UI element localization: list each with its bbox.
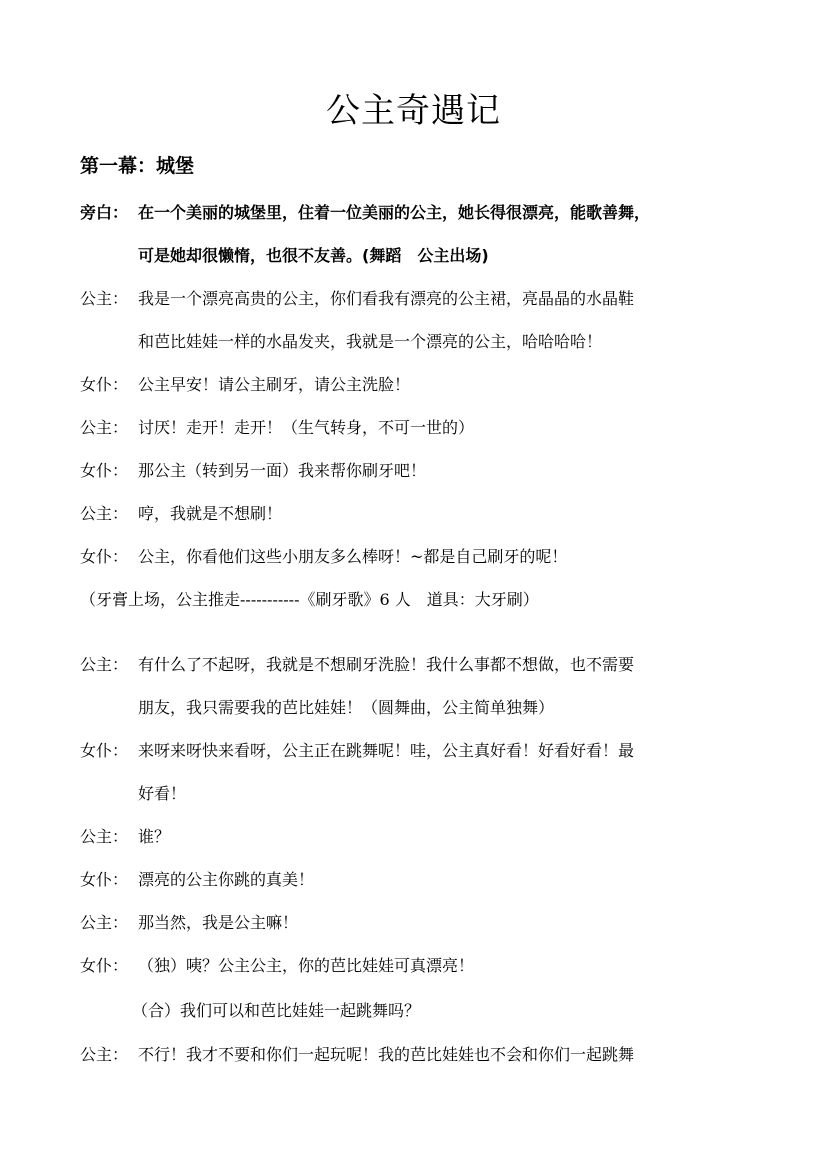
dialogue-line — [80, 448, 752, 491]
dialogue-text: 我是一个漂亮高贵的公主，你们看我有漂亮的公主裙，亮晶晶的水晶鞋 — [138, 289, 635, 308]
dialogue-text: 漂亮的公主你跳的真美！ — [138, 870, 315, 889]
speaker-label: 女仆： — [80, 870, 129, 889]
dialogue-line-continued — [80, 319, 752, 362]
dialogue-line — [80, 1032, 752, 1075]
speaker-label: 公主： — [80, 913, 129, 932]
dialogue-line — [80, 814, 752, 857]
dialogue-line — [80, 362, 752, 405]
dialogue-text: 不行！我才不要和你们一起玩呢！我的芭比娃娃也不会和你们一起跳舞 — [138, 1045, 635, 1064]
speaker-label: 公主： — [80, 827, 129, 846]
speaker-label: 公主： — [80, 1045, 129, 1064]
speaker-label: 女仆： — [80, 461, 129, 480]
speaker-label: 女仆： — [80, 956, 129, 975]
speaker-label: 女仆： — [80, 741, 129, 760]
dialogue-line — [80, 728, 752, 771]
narration-speaker: 旁白： — [80, 203, 129, 222]
scene-heading: 第一幕：城堡 — [80, 155, 195, 177]
dialogue-text: 和芭比娃娃一样的水晶发夹，我就是一个漂亮的公主，哈哈哈哈！ — [138, 332, 603, 351]
dialogue-text: 那公主（转到另一面）我来帮你刷牙吧！ — [138, 461, 427, 480]
dialogue-line — [80, 405, 752, 448]
stage-direction: （牙膏上场，公主推走-----------《刷牙歌》6 人 道具：大牙刷） — [80, 590, 539, 609]
dialogue-group-a — [80, 276, 752, 577]
dialogue-text: （独）咦？公主公主，你的芭比娃娃可真漂亮！ — [138, 956, 475, 975]
document-title: 公主奇遇记 — [326, 91, 501, 131]
dialogue-line — [80, 857, 752, 900]
dialogue-line — [80, 534, 752, 577]
dialogue-text: 谁？ — [138, 827, 171, 846]
dialogue-line — [80, 642, 752, 685]
narration-text-1: 在一个美丽的城堡里，住着一位美丽的公主，她长得很漂亮，能歌善舞， — [138, 203, 651, 222]
dialogue-text: 哼，我就是不想刷！ — [138, 504, 283, 523]
dialogue-text: 那当然，我是公主嘛！ — [138, 913, 299, 932]
dialogue-group-b — [80, 642, 752, 986]
speaker-label: 女仆： — [80, 547, 129, 566]
dialogue-text: 公主，你看他们这些小朋友多么棒呀！~都是自己刷牙的呢！ — [138, 547, 568, 566]
dialogue-line — [80, 900, 752, 943]
dialogue-text: 讨厌！走开！走开！（生气转身，不可一世的） — [138, 418, 475, 437]
narration-block — [80, 190, 752, 276]
dialogue-line — [80, 491, 752, 534]
dialogue-line — [80, 943, 752, 986]
narration-line-2 — [80, 233, 752, 276]
dialogue-text: 有什么了不起呀，我就是不想刷牙洗脸！我什么事都不想做，也不需要 — [138, 655, 635, 674]
dialogue-line-continued — [80, 685, 752, 728]
narration-line-1 — [80, 190, 752, 233]
speaker-label: 公主： — [80, 289, 129, 308]
speaker-label: 公主： — [80, 655, 129, 674]
narration-text-2: 可是她却很懒惰，也很不友善。(舞蹈 公主出场) — [138, 246, 489, 265]
dialogue-text: 来呀来呀快来看呀，公主正在跳舞呢！哇，公主真好看！好看好看！最 — [138, 741, 635, 760]
speaker-label: 女仆： — [80, 375, 129, 394]
last-dialogue — [80, 1032, 752, 1075]
dialogue-text: 公主早安！请公主刷牙，请公主洗脸！ — [138, 375, 411, 394]
dialogue-text: 朋友，我只需要我的芭比娃娃！（圆舞曲，公主简单独舞） — [138, 698, 555, 717]
chorus-line: （合）我们可以和芭比娃娃一起跳舞吗？ — [132, 1001, 421, 1020]
speaker-label: 公主： — [80, 418, 129, 437]
dialogue-line — [80, 276, 752, 319]
dialogue-line-continued — [80, 771, 752, 814]
speaker-label: 公主： — [80, 504, 129, 523]
dialogue-text: 好看！ — [138, 784, 187, 803]
